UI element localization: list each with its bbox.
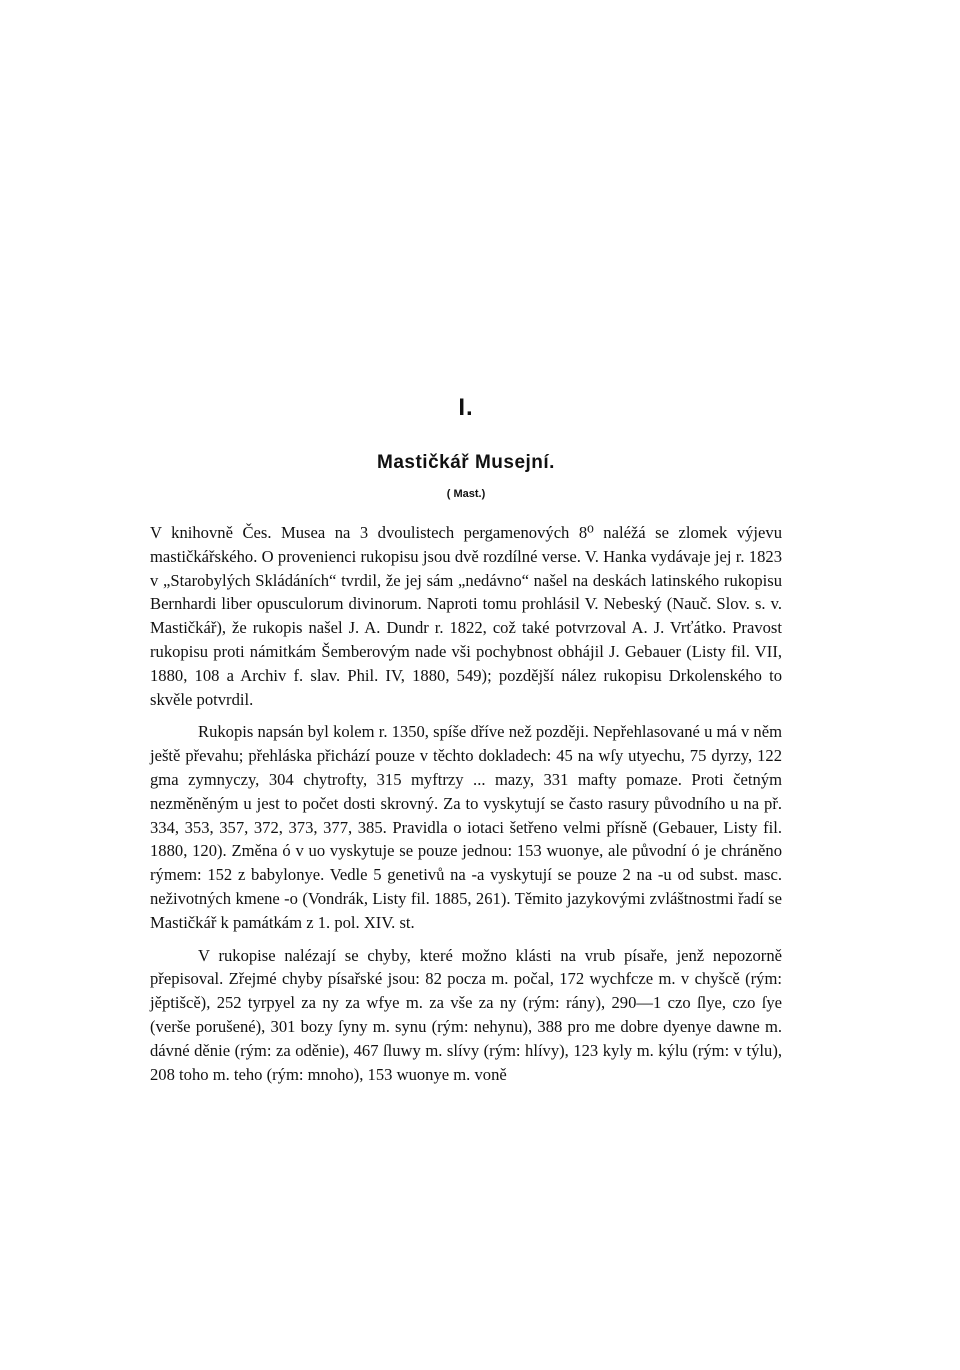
chapter-title: Mastičkář Musejní.	[377, 452, 555, 473]
paragraph-3: V rukopise nalézají se chyby, které možno klásti na vrub písaře, jenž nepozorně přepisoval. Zřejmé chyby písařské jsou: 82 pocza m. počal, 172 wychfcze m. v chyšcě (rým: jěptišcě), 252 tyrpyel za ny za wfye m. za vše za ny (rým: rány), 290—1 czo ſlye, czo ſye (verše porušené), 301 bozy ſyny m. synu (rým: nehynu), 388 pro me dobre dyenye dawne m. dávné děnie (rým: za oděnie), 467 ſluwy m. slívy (rým: hlívy), 123 kyly m. kýlu (rým: v týlu), 208 toho m. teho (rým: mnoho), 153 wuonye m. voně	[150, 945, 782, 1084]
book-page	[150, 0, 782, 1370]
paragraph-2: Rukopis napsán byl kolem r. 1350, spíše dříve než později. Nepřehlasované u má v něm ještě převahu; přehláska přichází pouze v těchto dokladech: 45 na wſy utyechu, 75 dyrzy, 122 gma zymnyczy, 304 chytrofty, 315 myftrzy ... mazy, 331 mafty pomaze. Proti četným nezměněným u jest to počet dosti skrovný. Za to vyskytují se často rasury původního u na př. 334, 353, 357, 372, 373, 377, 385. Pravidla o iotaci šetřeno velmi přísně (Gebauer, Listy fil. 1880, 120). Změna ó v uo vyskytuje se pouze jednou: 153 wuonye, ale původní ó je chráněno rýmem: 152 z babylonye. Vedle 5 genetivů na -a vyskytují se pouze 2 na -u od subst. masc. neživotných kmene -o (Vondrák, Listy fil. 1885, 261). Těmito jazykovými zvláštnostmi řadí se Mastičkář k památkám z 1. pol. XIV. st.	[150, 722, 782, 932]
chapter-abbreviation: ( Mast.)	[446, 488, 486, 500]
paragraph-1: V knihovně Čes. Musea na 3 dvoulistech pergamenových 8⁰ naléžá se zlomek výjevu mastičkářského. O provenienci rukopisu jsou dvě rozdílné verse. V. Hanka vydávaje jej r. 1823 v „Starobylých Skládáních“ tvrdil, že jej sám „nedávno“ našel na deskách latinského rukopisu Bernhardi liber opusculorum divinorum. Naproti tomu prohlásil V. Nebeský (Nauč. Slov. s. v. Mastičkář), že rukopis našel J. A. Dundr r. 1822, což také potvrzoval A. J. Vrťátko. Pravost rukopisu proti námitkám Šemberovým nade vši pochybnost obhájil J. Gebauer (Listy fil. VII, 1880, 108 a Archiv f. slav. Phil. IV, 1880, 549); pozdější nález rukopisu Drkolenského to skvěle potvrdil.	[150, 523, 782, 709]
body-text	[150, 521, 782, 1095]
chapter-number: I.	[458, 394, 474, 421]
